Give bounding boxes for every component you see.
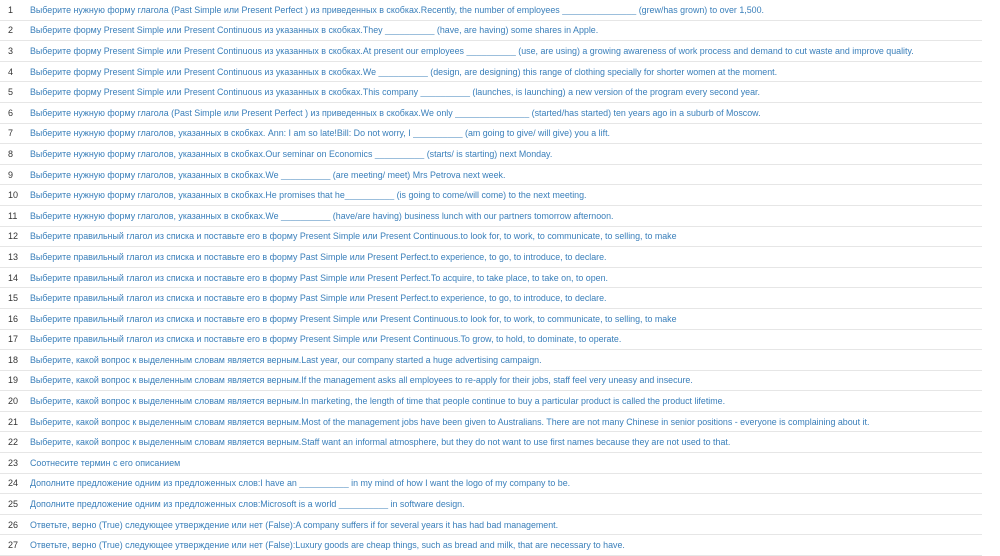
question-row xyxy=(0,124,982,145)
question-row xyxy=(0,412,982,433)
question-row xyxy=(0,185,982,206)
question-link[interactable]: Дополните предложение одним из предложенных слов:Microsoft is a world __________ in software design. xyxy=(30,499,465,510)
question-row xyxy=(0,453,982,474)
question-number: 26 xyxy=(8,519,19,530)
question-row xyxy=(0,144,982,165)
question-row xyxy=(0,21,982,42)
question-link[interactable]: Выберите нужную форму глаголов, указанных в скобках.We __________ (have/are having) business lunch with our partners tomorrow afternoon. xyxy=(30,210,614,221)
question-row xyxy=(0,165,982,186)
question-link[interactable]: Выберите форму Present Simple или Present Continuous из указанных в скобках.This company __________ (launches, is launching) a new version of the program every second year. xyxy=(30,87,760,98)
question-number: 10 xyxy=(8,190,19,201)
question-number: 12 xyxy=(8,231,19,242)
question-link[interactable]: Выберите правильный глагол из списка и поставьте его в форму Present Simple или Present Continuous.To grow, to hold, to dominate, to operate. xyxy=(30,334,622,345)
question-row xyxy=(0,330,982,351)
question-link[interactable]: Выберите, какой вопрос к выделенным словам является верным.In marketing, the length of time that people continue to buy a particular product is called the product lifetime. xyxy=(30,396,726,407)
question-number: 11 xyxy=(8,210,18,221)
question-row xyxy=(0,474,982,495)
question-link[interactable]: Дополните предложение одним из предложенных слов:I have an __________ in my mind of how I want the logo of my company to be. xyxy=(30,478,571,489)
question-row xyxy=(0,309,982,330)
question-row xyxy=(0,515,982,536)
question-link[interactable]: Выберите нужную форму глаголов, указанных в скобках.We __________ (are meeting/ meet) Mrs Petrova next week. xyxy=(30,169,506,180)
question-link[interactable]: Выберите правильный глагол из списка и поставьте его в форму Past Simple или Present Perfect.to experience, to go, to introduce, to declare. xyxy=(30,251,607,262)
question-link[interactable]: Выберите форму Present Simple или Present Continuous из указанных в скобках.They __________ (have, are having) some shares in Apple. xyxy=(30,25,599,36)
question-row xyxy=(0,103,982,124)
question-link[interactable]: Выберите нужную форму глагола (Past Simple или Present Perfect ) из приведенных в скобках.We only _______________ (started/has started) ten years ago in a suburb of Moscow. xyxy=(30,107,761,118)
question-number: 16 xyxy=(8,313,19,324)
question-number: 20 xyxy=(8,396,19,407)
question-row xyxy=(0,82,982,103)
question-row xyxy=(0,62,982,83)
question-number: 5 xyxy=(8,87,14,98)
question-row xyxy=(0,268,982,289)
question-row xyxy=(0,288,982,309)
question-number: 2 xyxy=(8,25,14,36)
question-link[interactable]: Выберите, какой вопрос к выделенным словам является верным.If the management asks all employees to re-apply for their jobs, staff feel very uneasy and insecure. xyxy=(30,375,693,386)
question-link[interactable]: Соотнесите термин с его описанием xyxy=(30,457,181,468)
question-number: 13 xyxy=(8,251,19,262)
question-row xyxy=(0,227,982,248)
question-link[interactable]: Выберите форму Present Simple или Present Continuous из указанных в скобках.We __________ (design, are designing) this range of clothing specially for shorter women at the moment. xyxy=(30,66,778,77)
question-number: 17 xyxy=(8,334,19,345)
question-row xyxy=(0,206,982,227)
question-link[interactable]: Ответьте, верно (True) следующее утверждение или нет (False):A company suffers if for several years it has had bad management. xyxy=(30,519,559,530)
question-number: 23 xyxy=(8,457,19,468)
question-link[interactable]: Выберите правильный глагол из списка и поставьте его в форму Present Simple или Present Continuous.to look for, to work, to communicate, to selling, to make xyxy=(30,313,677,324)
question-number: 14 xyxy=(8,272,19,283)
question-row xyxy=(0,391,982,412)
question-number: 25 xyxy=(8,499,19,510)
question-link[interactable]: Выберите, какой вопрос к выделенным словам является верным.Staff want an informal atmosphere, but they do not want to use first names because they are not used to that. xyxy=(30,437,731,448)
question-number: 6 xyxy=(8,107,14,118)
question-row xyxy=(0,350,982,371)
question-number: 18 xyxy=(8,354,19,365)
question-link[interactable]: Выберите правильный глагол из списка и поставьте его в форму Past Simple или Present Perfect.To acquire, to take place, to take on, to open. xyxy=(30,272,609,283)
question-row xyxy=(0,432,982,453)
question-number: 3 xyxy=(8,45,14,56)
question-number: 7 xyxy=(8,128,14,139)
question-row xyxy=(0,41,982,62)
question-link[interactable]: Выберите правильный глагол из списка и поставьте его в форму Present Simple или Present Continuous.to look for, to work, to communicate, to selling, to make xyxy=(30,231,677,242)
question-link[interactable]: Выберите нужную форму глаголов, указанных в скобках.He promises that he__________ (is going to come/will come) to the next meeting. xyxy=(30,190,587,201)
question-number: 15 xyxy=(8,293,19,304)
question-link[interactable]: Выберите, какой вопрос к выделенным словам является верным.Last year, our company started a huge advertising campaign. xyxy=(30,354,542,365)
question-row xyxy=(0,494,982,515)
question-link[interactable]: Ответьте, верно (True) следующее утверждение или нет (False):Luxury goods are cheap things, such as bread and milk, that are necessary to have. xyxy=(30,540,625,551)
question-number: 27 xyxy=(8,540,19,551)
question-link[interactable]: Выберите нужную форму глаголов, указанных в скобках. Ann: I am so late!Bill: Do not worry, I __________ (am going to give/ will give) you a lift. xyxy=(30,128,611,139)
question-number: 22 xyxy=(8,437,19,448)
question-number: 8 xyxy=(8,148,14,159)
question-row xyxy=(0,247,982,268)
question-link[interactable]: Выберите форму Present Simple или Present Continuous из указанных в скобках.At present our employees __________ (use, are using) a growing awareness of work process and demand to cut waste and improve quality. xyxy=(30,45,914,56)
question-row xyxy=(0,371,982,392)
question-link[interactable]: Выберите, какой вопрос к выделенным словам является верным.Most of the management jobs have been given to Australians. There are not many Chinese in senior positions - everyone is complaining about it. xyxy=(30,416,870,427)
question-row xyxy=(0,535,982,556)
question-number: 4 xyxy=(8,66,14,77)
question-link[interactable]: Выберите нужную форму глагола (Past Simple или Present Perfect ) из приведенных в скобках.Recently, the number of employees _______________ (grew/has grown) to over 1,500. xyxy=(30,4,764,15)
question-row xyxy=(0,0,982,21)
question-number: 9 xyxy=(8,169,14,180)
question-number: 21 xyxy=(8,416,19,427)
question-number: 19 xyxy=(8,375,19,386)
question-number: 24 xyxy=(8,478,19,489)
question-link[interactable]: Выберите правильный глагол из списка и поставьте его в форму Past Simple или Present Perfect.to experience, to go, to introduce, to declare. xyxy=(30,293,607,304)
question-link[interactable]: Выберите нужную форму глаголов, указанных в скобках.Our seminar on Economics __________ (starts/ is starting) next Monday. xyxy=(30,148,553,159)
question-number: 1 xyxy=(8,4,14,15)
